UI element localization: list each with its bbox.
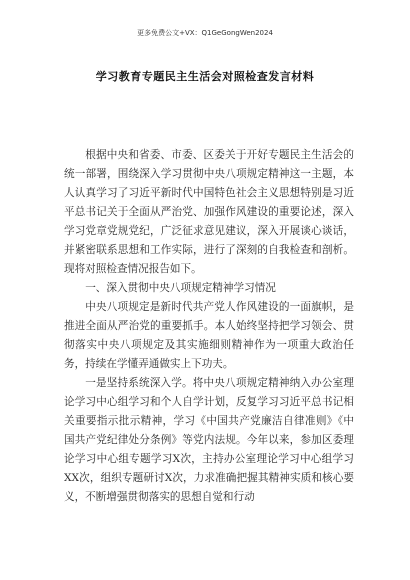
section-heading: 一、深入贯彻中央八项规定精神学习情况 <box>85 282 276 294</box>
paragraph-point-one: 一是坚持系统深入学。将中央八项规定精神纳入办公室理论学习中心组学习和个人自学计划，反复学习习近平总书记相关重要指示批示精神，学习《中国共产党廉洁自律准则》《中国共产党纪律处分条例》等党内法规。今年以来，参加区委理论学习中心组专题学习X次，主持办公室理论学习中心组学习XX次，组织专题研讨X次，力求准确把握其精神实质和核心要义，不断增强贯彻落实的思想自觉和行动 <box>64 377 354 503</box>
header-note: 更多免费公文+VX：Q1GeGongWen2024 <box>137 29 273 37</box>
document-title: 学习教育专题民主生活会对照检查发言材料 <box>95 70 315 83</box>
paragraph-intro: 根据中央和省委、市委、区委关于开好专题民主生活会的统一部署，围绕深入学习贯彻中央八项规定精神这一主题，本人认真学习了习近平新时代中国特色社会主义思想特别是习近平总书记关于全面从严治党、加强作风建设的重要论述，深入学习党章党规党纪，广泛征求意见建议，深入开展谈心谈话，并紧密联系思想和工作实际，进行了深刻的自我检查和剖析。现将对照检查情况报告如下。 <box>64 149 354 275</box>
paragraph-section-intro: 中央八项规定是新时代共产党人作风建设的一面旗帜，是推进全面从严治党的重要抓手。本人始终坚持把学习领会、贯彻落实中央八项规定及其实施细则精神作为一项重大政治任务，持续在学懂弄通做实上下功夫。 <box>64 301 354 370</box>
document-body <box>64 146 354 507</box>
